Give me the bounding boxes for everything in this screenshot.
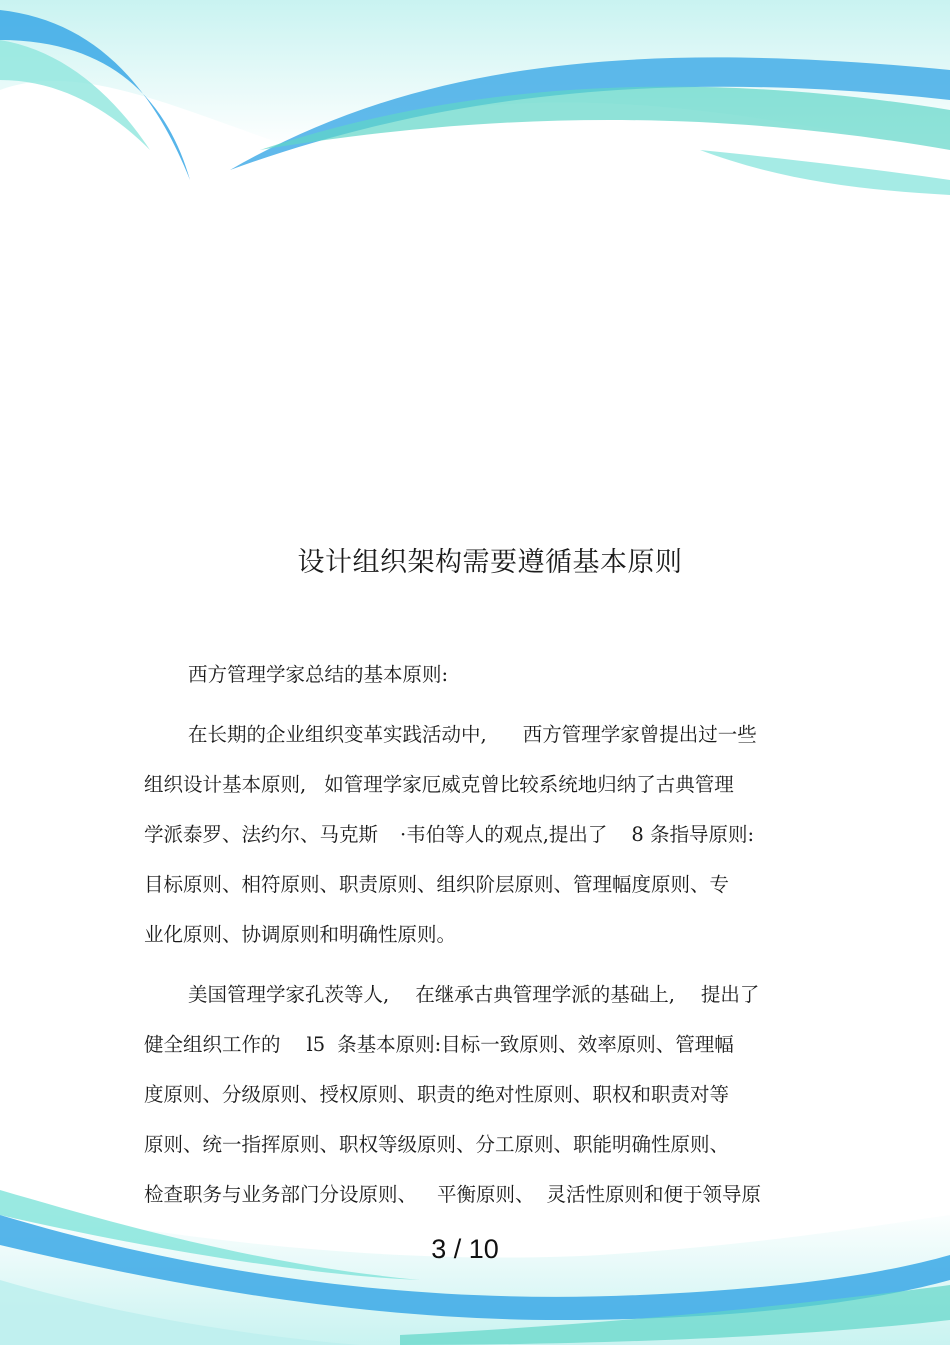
text-line: 美国管理学家孔茨等人, (188, 983, 390, 1006)
paragraph-line (144, 1130, 814, 1180)
text-line: 西方管理学家总结的基本原则: (188, 663, 449, 686)
paragraph-line (144, 1080, 814, 1130)
text-line: 业化原则、协调原则和明确性原则。 (144, 923, 457, 946)
text-line: ·韦伯等人的观点,提出了 (400, 823, 608, 846)
paragraph-line (144, 770, 814, 820)
text-line: 在长期的企业组织变革实践活动中, (188, 723, 487, 746)
text-line: 原则、统一指挥原则、职权等级原则、分工原则、职能明确性原则、 (144, 1133, 730, 1156)
document-body (144, 660, 814, 1230)
top-wave-decoration (0, 0, 950, 200)
text-line: 8 条指导原则: (631, 823, 755, 846)
paragraph-line (144, 920, 814, 970)
paragraph-line (144, 820, 814, 870)
text-line: 在继承古典管理学派的基础上, (415, 983, 675, 1006)
text-line: 健全组织工作的 (144, 1033, 281, 1056)
paragraph-line (144, 720, 814, 770)
text-line: 平衡原则、 (437, 1183, 535, 1206)
text-line: 条基本原则:目标一致原则、效率原则、管理幅 (337, 1033, 734, 1056)
text-line: 灵活性原则和便于领导原 (546, 1183, 762, 1206)
text-line: 西方管理学家曾提出过一些 (522, 723, 757, 746)
paragraph-line (144, 870, 814, 920)
text-line: 度原则、分级原则、授权原则、职责的绝对性原则、职权和职责对等 (144, 1083, 730, 1106)
page-number: 3 / 10 (431, 1234, 499, 1264)
text-line: 检查职务与业务部门分设原则、 (144, 1183, 418, 1206)
document-title: 设计组织架构需要遵循基本原则 (297, 547, 683, 578)
text-line: 提出了 (700, 983, 760, 1006)
text-line: 组织设计基本原则, (144, 773, 307, 796)
text-line: 如管理学家厄威克曾比较系统地归纳了古典管理 (324, 773, 734, 796)
paragraph-heading (144, 660, 814, 710)
paragraph-line (144, 980, 814, 1030)
text-line: l5 (306, 1033, 326, 1056)
bottom-wave-decoration (0, 1185, 950, 1345)
text-line: 学派泰罗、法约尔、马克斯 (144, 823, 379, 846)
paragraph-line (144, 1030, 814, 1080)
text-line: 目标原则、相符原则、职责原则、组织阶层原则、管理幅度原则、专 (144, 873, 730, 896)
